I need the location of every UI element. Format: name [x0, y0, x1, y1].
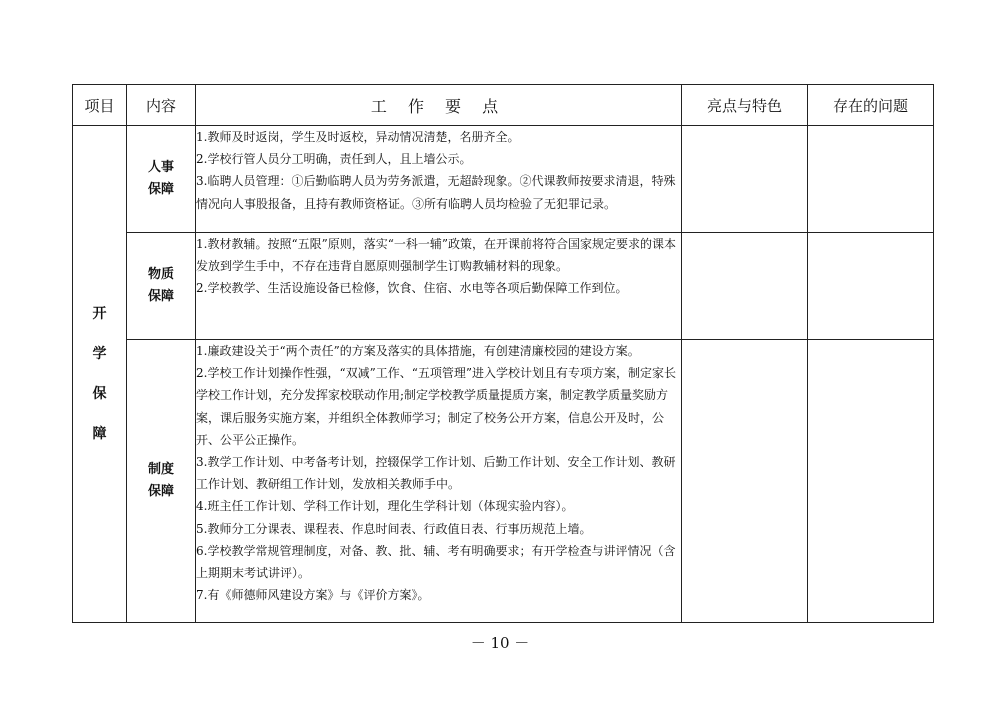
- content-name-line: 制度: [147, 462, 174, 477]
- problems-cell: [808, 233, 934, 340]
- content-name-line: 物质: [147, 267, 174, 282]
- header-row: [73, 85, 934, 126]
- work-item: 3.临聘人员管理：①后勤临聘人员为劳务派遣，无超龄现象。②代课教师按要求清退，特殊情况向人事股报备，且持有教师资格证。③所有临聘人员均检验了无犯罪记录。: [196, 174, 676, 211]
- work-item: 7.有《师德师风建设方案》与《评价方案》。: [196, 588, 430, 603]
- work-item: 1.教师及时返岗，学生及时返校，异动情况清楚，名册齐全。: [196, 130, 520, 144]
- work-item: 1.教材教辅。按照“五限”原则，落实“一科一辅”政策，在开课前将符合国家规定要求的课本发放到学生手中，不存在违背自愿原则强制学生订购教辅材料的现象。: [196, 237, 676, 274]
- problems-cell: [808, 126, 934, 233]
- work-item: 3.教学工作计划、中考备考计划，控辍保学工作计划、后勤工作计划、安全工作计划、教研工作计划、教研组工作计划，发放相关教师手中。: [196, 455, 676, 492]
- work-item: 2.学校教学、生活设施设备已检修，饮食、住宿、水电等各项后勤保障工作到位。: [196, 281, 628, 296]
- inspection-table: [72, 84, 934, 623]
- project-char: 开: [92, 306, 107, 322]
- work-item: 5.教师分工分课表、课程表、作息时间表、行政值日表、行事历规范上墙。: [196, 521, 592, 536]
- work-points-cell: [196, 126, 682, 233]
- table-row: [73, 340, 934, 623]
- content-name-line: 保障: [147, 289, 174, 304]
- highlights-cell: [682, 126, 808, 233]
- work-item: 4.班主任工作计划、学科工作计划，理化生学科计划（体现实验内容）。: [196, 499, 574, 514]
- project-cell: [73, 126, 127, 623]
- content-cell: [127, 233, 196, 340]
- highlights-cell: [682, 340, 808, 623]
- problems-cell: [808, 340, 934, 623]
- header-content: 内容: [127, 85, 196, 126]
- header-project: 项目: [73, 85, 127, 126]
- work-item: 1.廉政建设关于“两个责任”的方案及落实的具体措施，有创建清廉校园的建设方案。: [196, 344, 640, 358]
- content-name-line: 人事: [147, 160, 174, 175]
- page-number: － 10 －: [470, 634, 530, 652]
- content-cell: [127, 340, 196, 623]
- work-item: 6.学校教学常规管理制度，对备、教、批、辅、考有明确要求；有开学检查与讲评情况（含上期期末考试讲评）。: [196, 543, 676, 581]
- header-problems: 存在的问题: [808, 85, 934, 126]
- header-work-points: 工 作 要 点: [196, 85, 682, 126]
- project-char: 障: [92, 426, 107, 442]
- table-row: [73, 233, 934, 340]
- project-char: 保: [92, 386, 107, 402]
- work-item: 2.学校工作计划操作性强，“双减”工作、“五项管理”进入学校计划且有专项方案，制定家长学校工作计划，充分发挥家校联动作用;制定学校教学质量提质方案，制定教学质量奖励方案，课后服务实施方案，并组织全体教师学习；制定了校务公开方案，信息公开及时，公开、公平公正操作。: [196, 366, 676, 447]
- content-name-line: 保障: [147, 484, 174, 499]
- content-name-line: 保障: [147, 182, 174, 197]
- work-points-cell: [196, 233, 682, 340]
- project-char: 学: [92, 346, 107, 362]
- header-highlights: 亮点与特色: [682, 85, 808, 126]
- content-cell: [127, 126, 196, 233]
- highlights-cell: [682, 233, 808, 340]
- table-row: [73, 126, 934, 233]
- work-item: 2.学校行管人员分工明确，责任到人，且上墙公示。: [196, 152, 472, 167]
- work-points-cell: [196, 340, 682, 623]
